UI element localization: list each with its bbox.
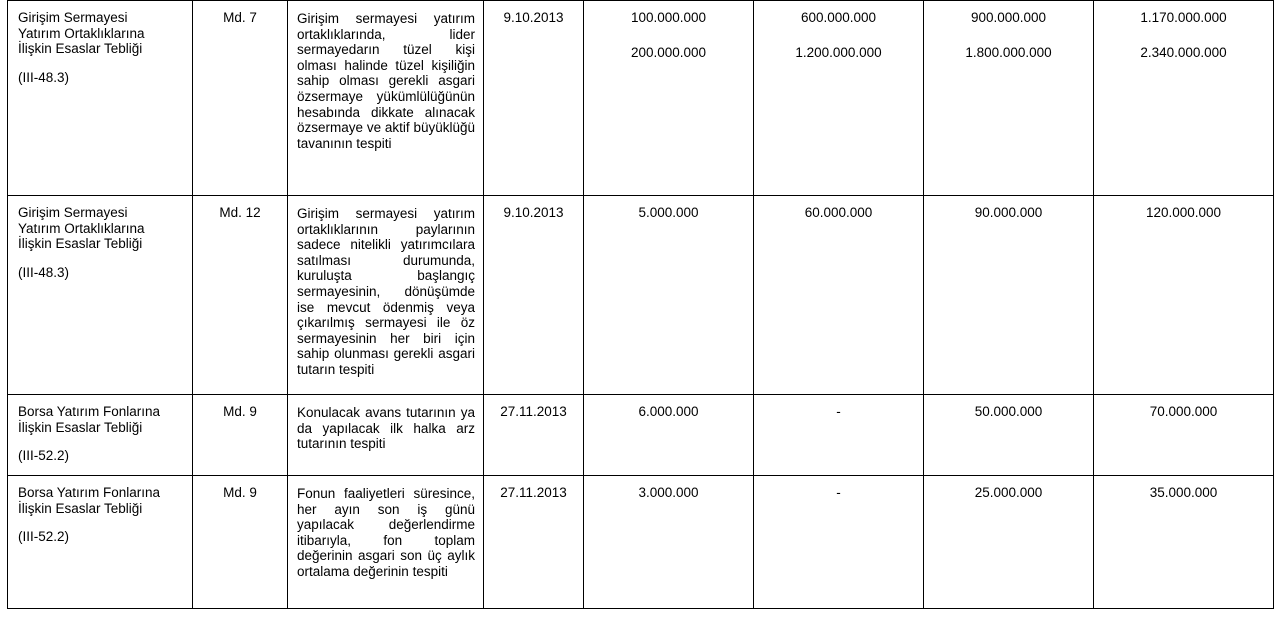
regulation-name-line: Girişim Sermayesi xyxy=(18,205,128,220)
regulation-code: (III-52.2) xyxy=(18,529,70,545)
amount-value: 70.000.000 xyxy=(1149,404,1218,419)
article-cell: Md. 7 xyxy=(193,1,288,196)
regulation-name-line: İlişkin Esaslar Tebliği xyxy=(18,236,143,252)
amount-value: 120.000.000 xyxy=(1145,205,1222,220)
table-body xyxy=(8,1,1274,609)
amount-cell xyxy=(924,395,1094,476)
amount-cell xyxy=(924,476,1094,609)
amount-value: 5.000.000 xyxy=(638,205,699,220)
amount-cell xyxy=(1094,196,1274,395)
regulation-name-line: İlişkin Esaslar Tebliği xyxy=(18,41,143,57)
amount-value: - xyxy=(836,485,841,500)
amount-cell xyxy=(1094,395,1274,476)
amount-value: 60.000.000 xyxy=(804,205,873,220)
amount-cell xyxy=(584,1,754,196)
regulation-name-line: Yatırım Ortaklıklarına xyxy=(18,220,145,236)
table-row xyxy=(8,1,1274,196)
regulation-thresholds-table xyxy=(7,0,1274,609)
description-cell: Fonun faaliyetleri süresince, her ayın son iş günü yapılacak değerlendirme itibarıyla, fon toplam değerinin asgari son üç aylık ortalama değerinin tespiti xyxy=(288,476,484,609)
amount-cell xyxy=(924,196,1094,395)
amount-value: 900.000.000 xyxy=(970,10,1047,25)
amount-value: 200.000.000 xyxy=(630,44,707,60)
amount-cell xyxy=(924,1,1094,196)
regulation-cell xyxy=(8,476,193,609)
regulation-cell xyxy=(8,1,193,196)
amount-cell xyxy=(584,395,754,476)
amount-cell xyxy=(754,196,924,395)
description-cell: Girişim sermayesi yatırım ortaklıklarının paylarının sadece nitelikli yatırımcılara satılması durumunda, kuruluşta başlangıç sermayesinin, dönüşümde ise mevcut ödenmiş veya çıkarılmış sermayesi ile öz sermayesinin her biri için sahip olunması gerekli asgari tutarın tespiti xyxy=(288,196,484,395)
amount-value: 3.000.000 xyxy=(638,485,699,500)
amount-value: 35.000.000 xyxy=(1149,485,1218,500)
amount-value: 100.000.000 xyxy=(630,10,707,25)
regulation-name-line: Borsa Yatırım Fonlarına xyxy=(18,485,161,500)
date-cell: 27.11.2013 xyxy=(484,395,584,476)
regulation-code: (III-48.3) xyxy=(18,69,70,85)
regulation-name-line: Borsa Yatırım Fonlarına xyxy=(18,404,161,419)
amount-value: 1.170.000.000 xyxy=(1140,10,1227,25)
table-row xyxy=(8,196,1274,395)
amount-cell xyxy=(1094,1,1274,196)
regulation-name-line: İlişkin Esaslar Tebliği xyxy=(18,419,143,435)
regulation-name-line: Girişim Sermayesi xyxy=(18,10,128,25)
amount-value: 50.000.000 xyxy=(974,404,1043,419)
amount-value: 6.000.000 xyxy=(638,404,699,419)
article-cell: Md. 9 xyxy=(193,395,288,476)
amount-value: 1.800.000.000 xyxy=(965,44,1052,60)
date-cell: 27.11.2013 xyxy=(484,476,584,609)
amount-value: 1.200.000.000 xyxy=(795,44,882,60)
amount-value: 25.000.000 xyxy=(974,485,1043,500)
amount-cell xyxy=(584,476,754,609)
amount-cell xyxy=(584,196,754,395)
amount-value: 2.340.000.000 xyxy=(1140,44,1227,60)
amount-value: 90.000.000 xyxy=(974,205,1043,220)
regulation-code: (III-52.2) xyxy=(18,448,70,464)
date-cell: 9.10.2013 xyxy=(484,196,584,395)
amount-cell xyxy=(754,1,924,196)
regulation-cell xyxy=(8,196,193,395)
amount-value: 600.000.000 xyxy=(800,10,877,25)
regulation-cell xyxy=(8,395,193,476)
table-row xyxy=(8,395,1274,476)
article-cell: Md. 12 xyxy=(193,196,288,395)
amount-cell xyxy=(754,476,924,609)
amount-cell xyxy=(1094,476,1274,609)
article-cell: Md. 9 xyxy=(193,476,288,609)
date-cell: 9.10.2013 xyxy=(484,1,584,196)
description-cell: Konulacak avans tutarının ya da yapılacak ilk halka arz tutarının tespiti xyxy=(288,395,484,476)
amount-cell xyxy=(754,395,924,476)
regulation-name-line: Yatırım Ortaklıklarına xyxy=(18,25,145,41)
regulation-name-line: İlişkin Esaslar Tebliği xyxy=(18,500,143,516)
amount-value: - xyxy=(836,404,841,419)
description-cell: Girişim sermayesi yatırım ortaklıklarında, lider sermayedarın tüzel kişi olması halinde tüzel kişiliğin sahip olması gerekli asgari özsermaye yükümlülüğünün hesabında dikkate alınacak özsermaye ve aktif büyüklüğü tavanının tespiti xyxy=(288,1,484,196)
table-row xyxy=(8,476,1274,609)
regulation-code: (III-48.3) xyxy=(18,264,70,280)
